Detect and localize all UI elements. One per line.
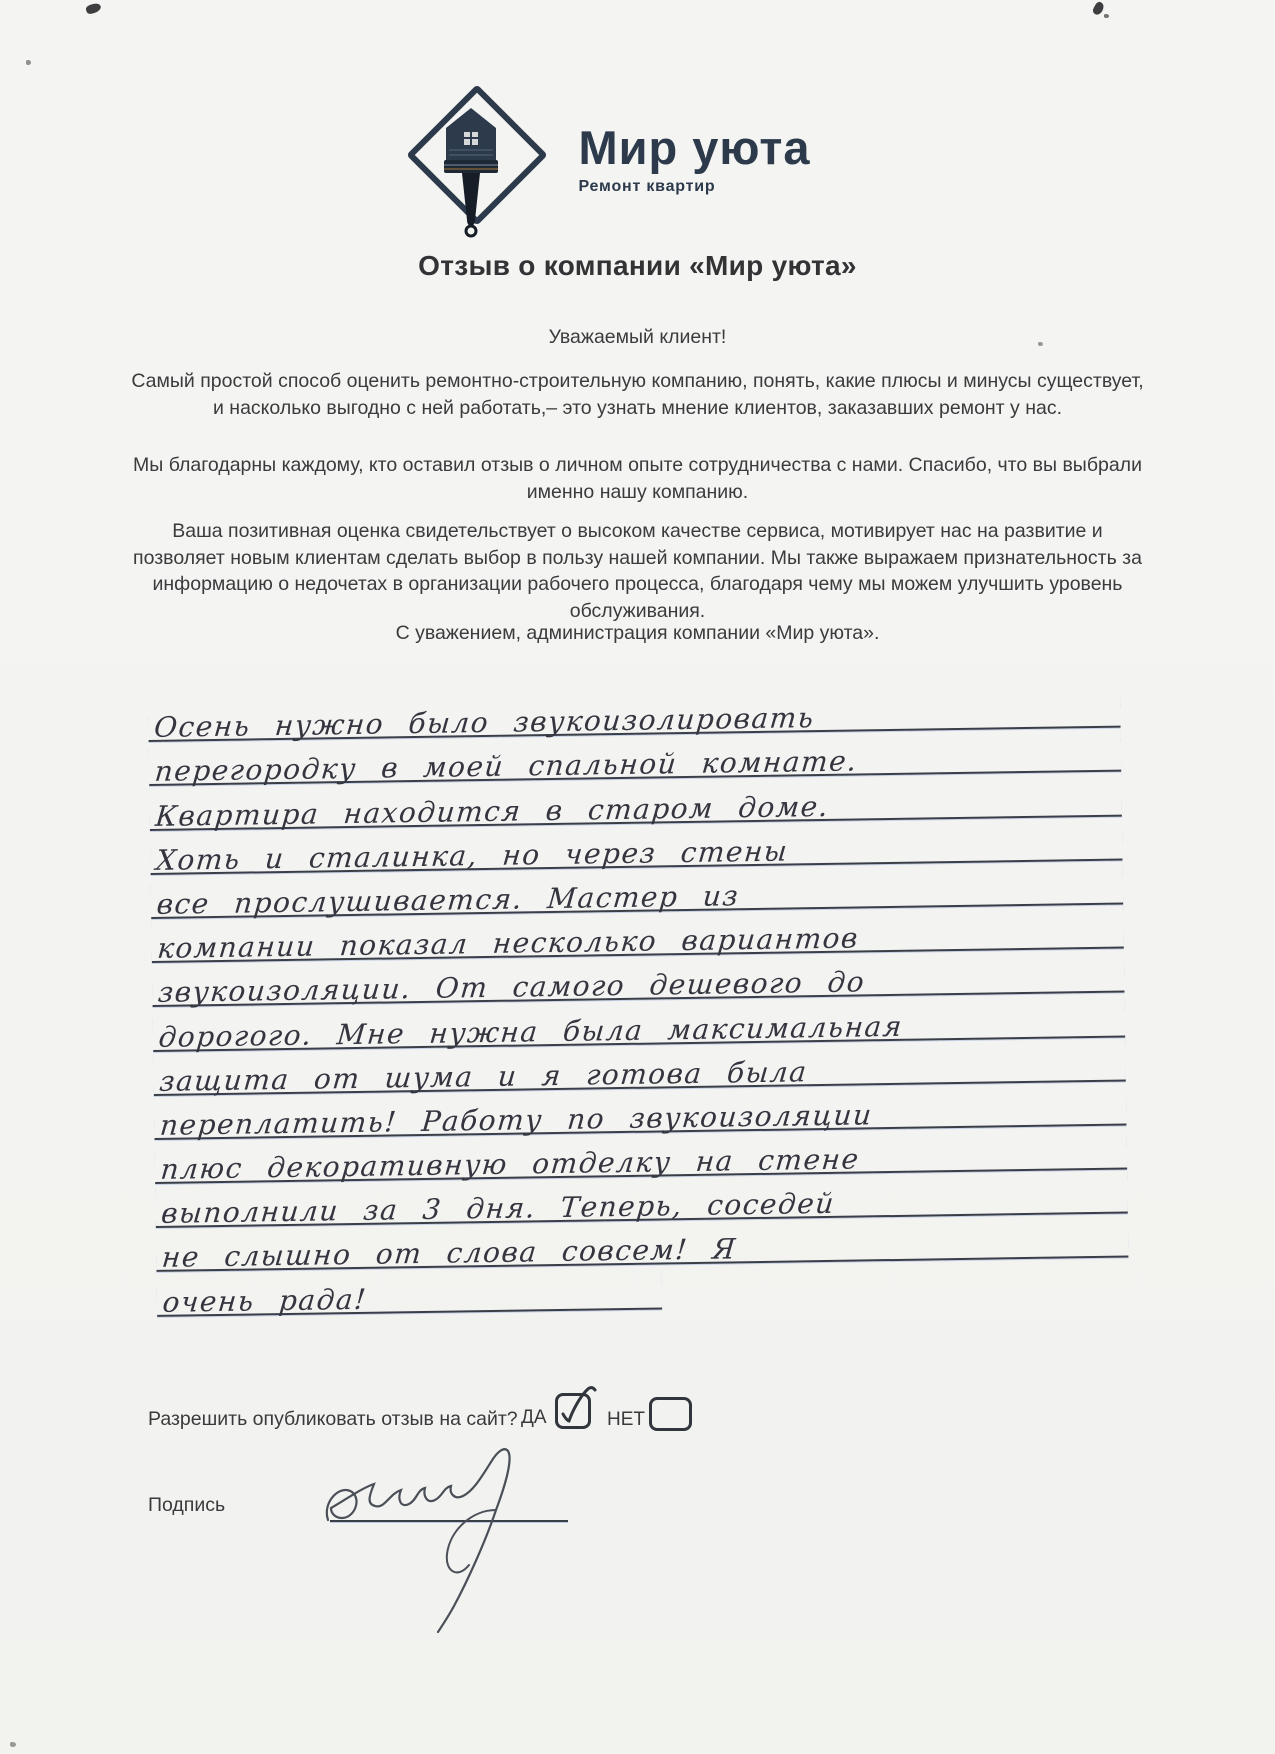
handwritten-text: компании показал несколько вариантов: [155, 921, 861, 966]
publish-consent-row: [0, 1390, 1275, 1450]
handwritten-text: все прослушивается. Мастер из: [155, 879, 741, 921]
handwritten-signature: [300, 1424, 600, 1654]
handwritten-text: дорогого. Мне нужна была максимальная: [157, 1009, 905, 1054]
greeting-line: Уважаемый клиент!: [548, 326, 727, 348]
signature-label: Подпись: [148, 1494, 226, 1516]
handwritten-review: [148, 684, 1129, 1317]
ruled-line: [157, 1265, 663, 1317]
paintbrush-house-icon: [404, 88, 538, 248]
yes-label: ДА: [521, 1407, 547, 1428]
brand-tagline: Ремонт квартир: [578, 178, 716, 195]
page-title: Отзыв о компании «Мир уюта»: [418, 250, 857, 281]
scan-artifact: [85, 2, 102, 16]
yes-checkmark-icon: [551, 1376, 597, 1428]
handwritten-text: плюс декоративную отделку на стене: [159, 1142, 862, 1186]
intro-paragraph: Самый простой способ оценить ремонтно-строительную компанию, понять, какие плюсы и минусы существует, и насколько выгодно с ней работать,– это узнать мнение клиентов, заказавших ремонт у нас.: [131, 370, 1144, 419]
logo-text: [578, 121, 811, 196]
closing-line: С уважением, администрация компании «Мир уюта».: [395, 622, 880, 644]
handwritten-text: Квартира находится в старом доме.: [153, 789, 831, 833]
no-checkbox[interactable]: [649, 1397, 692, 1431]
handwritten-text: выполнили за 3 дня. Теперь, соседей: [159, 1187, 837, 1231]
intro-paragraph: Ваша позитивная оценка свидетельствует о высоком качестве сервиса, мотивирует нас на развитие и позволяет новым клиентам сделать выбор в пользу нашей компании. Мы также выражаем признательность за информацию о недочетах в организации рабочего процесса, благодаря чему мы можем улучшить уровень обслуживания.: [133, 520, 1142, 622]
handwritten-text: переплатить! Работу по звукоизоляции: [158, 1098, 875, 1142]
intro-paragraph: Мы благодарны каждому, кто оставил отзыв о личном опыте сотрудничества с нами. Спасибо, что вы выбрали именно нашу компанию.: [133, 454, 1142, 503]
scan-artifact: [10, 1742, 16, 1747]
scan-artifact: [1104, 14, 1109, 18]
paintbrush-diamond-icon: [404, 88, 538, 238]
handwritten-text: звукоизоляции. От самого дешевого до: [156, 965, 867, 1010]
signature-row: [0, 1470, 1275, 1690]
scan-artifact: [26, 60, 31, 65]
no-label: НЕТ: [607, 1409, 645, 1430]
publish-question: Разрешить опубликовать отзыв на сайт?: [148, 1408, 518, 1430]
brand-name: Мир уюта: [578, 121, 811, 174]
handwritten-text: перегородку в моей спальной комнате.: [153, 744, 860, 789]
handwritten-text: очень рада!: [161, 1282, 369, 1319]
handwritten-text: защита от шума и я готова была: [157, 1054, 809, 1098]
company-logo: [0, 88, 1275, 238]
handwritten-text: Хоть и сталинка, но через стены: [154, 834, 790, 877]
handwritten-text: не слышно от слова совсем! Я: [160, 1232, 739, 1275]
handwritten-text: Осень нужно было звукоизолировать: [152, 701, 817, 745]
